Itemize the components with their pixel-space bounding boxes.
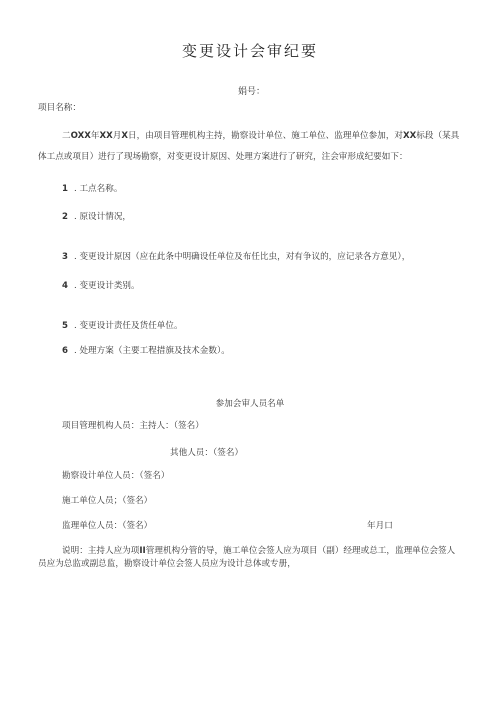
intro-suffix: 标段（某具体工点或项目）进行了现场勘察，对变更设计原因、处理方案进行了研究，注会审形成纪要如下：: [38, 131, 460, 162]
intro-prefix: 二: [62, 131, 71, 141]
month-unit: 月: [112, 131, 122, 141]
item-text: . 变更设计原因（应在此条中明确设任单位及布任比虫，对有争议的，应记录各方意见），: [73, 252, 411, 262]
roster-title: 参加会审人员名单: [215, 399, 285, 409]
item-text: . 原设计情况，: [73, 212, 132, 222]
item-number: 3: [62, 252, 68, 262]
survey-signature-line: 勘察设计单位人员：（签名）: [62, 471, 170, 481]
item-number: 1: [62, 184, 68, 194]
item-number: 4: [62, 281, 68, 291]
year-code: OXX: [70, 131, 91, 141]
list-item: [62, 344, 230, 356]
item-text: . 变更设计责任及货任单位。: [73, 321, 183, 331]
number-label: 娟号：: [238, 87, 266, 97]
item-text: . 处理方案（主要工程措旗及技术金数）。: [73, 346, 230, 356]
note-prefix: 说明：主持人应为项: [62, 546, 140, 556]
project-name-label: 项目名称：: [38, 103, 81, 113]
supervision-signature-line: 监理单位人员：（签名）: [62, 521, 153, 531]
others-signature-line: 其他人员：（签名）: [170, 448, 244, 458]
note-paragraph: [38, 545, 463, 571]
list-item: [62, 210, 131, 222]
month-code: XX: [99, 131, 113, 141]
construction-signature-line: 施工单位人员；（签名）: [62, 496, 153, 506]
page-title: 变更设计会审纪要: [181, 42, 318, 60]
item-text: . 变更设计类别。: [73, 281, 140, 291]
note-bold-char: II: [139, 546, 146, 556]
item-number: 2: [62, 212, 68, 222]
list-item: [62, 182, 122, 194]
note-rest: 管理机构分管的导，施工单位会签人应为项目（副）经理或总工，监理单位会签人员应为总监或副总监，勘察设计单位会签人员应为设计总体或专册，: [38, 546, 456, 569]
pm-signature-line: 项目管理机构人员：主持人：（签名）: [62, 421, 204, 431]
list-item: [62, 279, 140, 291]
day-code: X: [121, 131, 128, 141]
item-text: . 工点名称。: [73, 184, 123, 194]
item-number: 5: [62, 321, 68, 331]
intro-middle: 日，由项目管理机构主持，勘察设计单位、施工单位、监理单位参加，对: [128, 131, 404, 141]
section-code: XX: [403, 131, 417, 141]
intro-paragraph: [38, 126, 463, 168]
list-item: [62, 319, 183, 331]
date-line: 年月口: [367, 521, 393, 531]
item-number: 6: [62, 346, 68, 356]
year-unit: 年: [90, 131, 100, 141]
list-item: [62, 250, 410, 262]
